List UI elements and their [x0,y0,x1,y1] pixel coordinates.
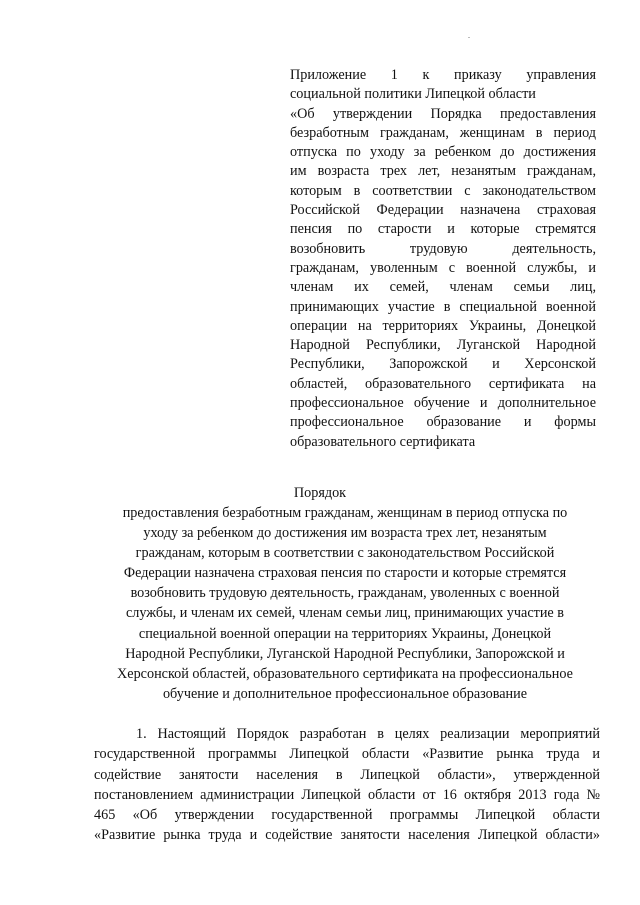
document-title: Порядок [293,485,347,501]
appendix-line: гражданам, уволенным с военной службы, и [290,259,596,276]
appendix-line: принимающих участие в специальной военной [290,298,596,315]
scan-speck [468,37,470,38]
subtitle-line: обучение и дополнительное профессиональное образование [162,685,528,702]
appendix-line: профессиональное обучение и дополнительное [290,395,596,412]
appendix-line: которым в соответствии с законодательством [290,182,596,199]
document-subtitle [80,503,610,704]
appendix-line: Российской Федерации назначена страховая [290,202,596,219]
subtitle-line: службы, и членам их семей, членам семьи лиц, принимающих участие в [126,605,564,622]
paragraph-line: 465 «Об утверждении государственной программы Липецкой области [94,807,600,824]
appendix-line: профессиональное образование и формы [290,414,596,431]
paragraph-1 [94,724,600,846]
paragraph-line: «Развитие рынка труда и содействие занятости населения Липецкой области» [94,827,600,844]
appendix-line: Приложение 1 к приказу управления [290,67,596,83]
appendix-line: пенсия по старости и которые стремятся [290,221,596,238]
subtitle-line: предоставления безработным гражданам, женщинам в период отпуска по [122,505,568,521]
subtitle-line: специальной военной операции на территориях Украины, Донецкой [138,625,552,642]
subtitle-line: возобновить трудовую деятельность, гражданам, уволенных с военной [130,585,560,602]
appendix-line: социальной политики Липецкой области [290,86,536,103]
paragraph-line: 1. Настоящий Порядок разработан в целях реализации мероприятий [136,726,600,742]
appendix-line: возобновить трудовую деятельность, [290,240,596,257]
appendix-line: Народной Республики, Луганской Народной [290,337,596,354]
paragraph-line: постановлением администрации Липецкой области от 16 октября 2013 года № [94,786,600,803]
subtitle-line: уходу за ребенком до достижения им возраста трех лет, незанятым [143,525,547,542]
appendix-line: Республики, Запорожской и Херсонской [290,356,596,373]
paragraph-line: государственной программы Липецкой области «Развитие рынка труда и [94,746,600,763]
appendix-line: им возраста трех лет, незанятым гражданам, [290,163,596,180]
appendix-line: членам их семей, членам семьи лиц, [290,279,596,296]
appendix-line: «Об утверждении Порядка предоставления [290,105,596,122]
appendix-line: образовательного сертификата [290,433,476,450]
appendix-line: областей, образовательного сертификата на [290,375,596,392]
appendix-line: операции на территориях Украины, Донецкой [290,317,596,334]
appendix-header [290,66,596,452]
paragraph-line: содействие занятости населения в Липецкой области», утвержденной [94,766,600,783]
subtitle-line: Народной Республики, Луганской Народной Республики, Запорожской и [125,645,565,662]
subtitle-line: гражданам, которым в соответствии с законодательством Российской [135,545,555,562]
subtitle-line: Херсонской областей, образовательного сертификата на профессиональное [117,665,573,682]
appendix-line: отпуска по уходу за ребенком до достижения [290,144,596,161]
subtitle-line: Федерации назначена страховая пенсия по старости и которые стремятся [123,565,567,582]
appendix-line: безработным гражданам, женщинам в период [290,124,596,141]
